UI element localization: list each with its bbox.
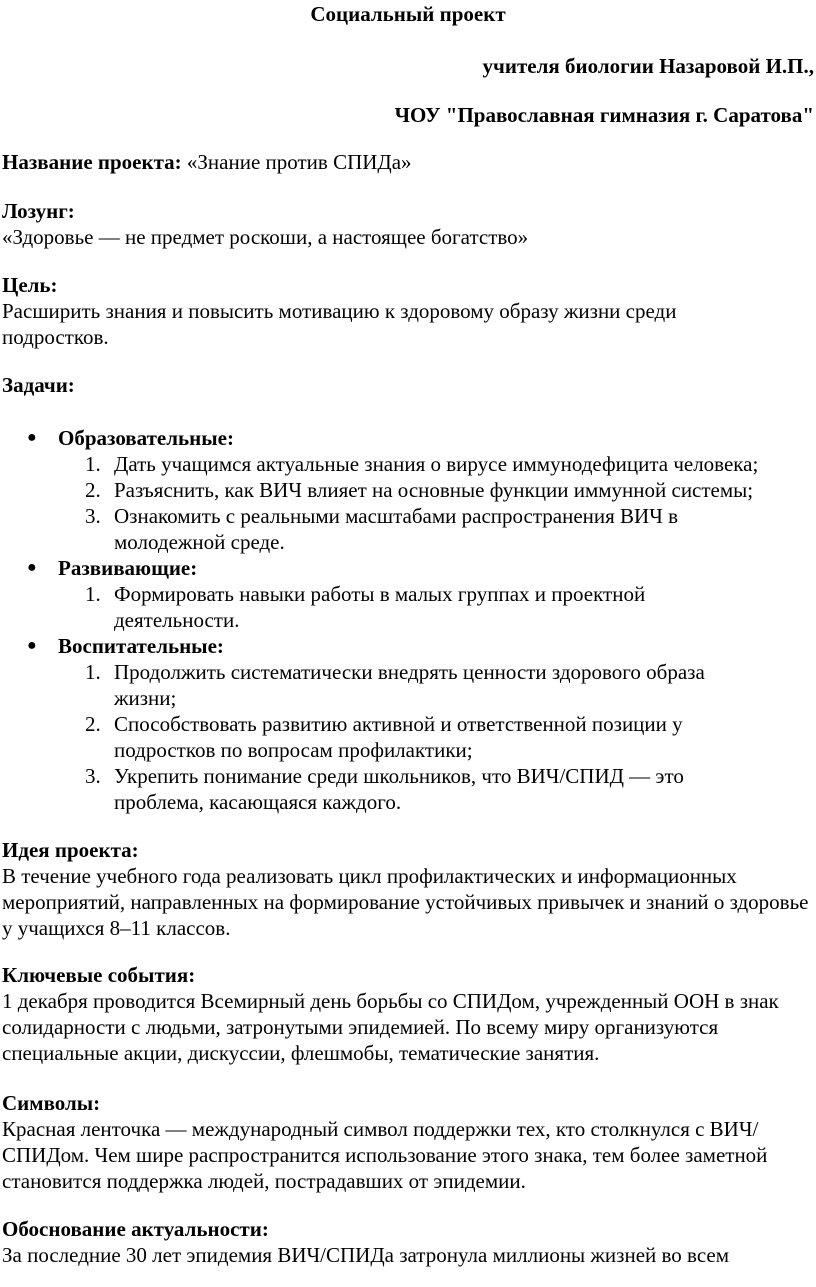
task-item-text: Ознакомить с реальными масштабами распространения ВИЧ в молодежной среде.: [114, 504, 679, 554]
tasks-section: [2, 372, 814, 815]
idea-text: В течение учебного года реализовать цикл профилактических и информационных мероприятий, направленных на формирование устойчивых привычек и знаний о здоровье у учащихся 8–11 классов.: [2, 864, 809, 940]
task-item: [58, 659, 814, 711]
task-item: [58, 451, 814, 477]
tasks-list: [2, 425, 814, 815]
justification-section: [2, 1216, 814, 1268]
tasks-label: Задачи:: [2, 373, 75, 397]
events-section: [2, 962, 814, 1066]
task-group-title: Образовательные:: [58, 426, 234, 450]
task-item: [58, 581, 814, 633]
events-label: Ключевые события:: [2, 963, 196, 987]
bullet-icon: ●: [27, 637, 37, 654]
task-sublist: [58, 659, 814, 815]
slogan-text: «Здоровье — не предмет роскоши, а настоящее богатство»: [2, 225, 529, 249]
task-item: [58, 711, 814, 763]
task-item-text: Формировать навыки работы в малых группах и проектной деятельности.: [114, 582, 646, 632]
project-name: [2, 149, 814, 175]
school-line: ЧОУ "Православная гимназия г. Саратова": [394, 103, 814, 127]
slogan-section: [2, 198, 814, 250]
task-item-number: 1.: [85, 660, 101, 684]
task-item: [58, 763, 814, 815]
slogan-label: Лозунг:: [2, 199, 75, 223]
project-name-label: Название проекта:: [2, 150, 182, 174]
task-group-developmental: [2, 555, 814, 633]
author-line: учителя биологии Назаровой И.П.,: [482, 54, 814, 78]
task-item: [58, 503, 814, 555]
task-item-text: Продолжить систематически внедрять ценности здорового образа жизни;: [114, 660, 705, 710]
goal-label: Цель:: [2, 273, 58, 297]
task-item-number: 2.: [85, 478, 101, 502]
task-item-text: Укрепить понимание среди школьников, что ВИЧ/СПИД — это проблема, касающаяся каждого.: [114, 764, 684, 814]
symbols-text: Красная ленточка — международный символ поддержки тех, кто столкнулся с ВИЧ/СПИДом. Чем шире распространится использование этого знака, тем более заметной становится поддержка людей, пострадавших от эпидемии.: [2, 1117, 768, 1193]
justification-text: За последние 30 лет эпидемия ВИЧ/СПИДа затронула миллионы жизней во всем: [2, 1243, 730, 1267]
task-group-upbringing: [2, 633, 814, 815]
task-item-number: 3.: [85, 764, 101, 788]
goal-section: [2, 272, 806, 350]
idea-label: Идея проекта:: [2, 838, 139, 862]
project-name-value: «Знание против СПИДа»: [181, 150, 412, 174]
justification-label: Обоснование актуальности:: [2, 1217, 269, 1241]
symbols-section: [2, 1090, 814, 1194]
task-item-number: 2.: [85, 712, 101, 736]
events-text: 1 декабря проводится Всемирный день борьбы со СПИДом, учрежденный ООН в знак солидарности с людьми, затронутыми эпидемией. По всему миру организуются специальные акции, дискуссии, флешмобы, тематические занятия.: [2, 989, 779, 1065]
task-sublist: [58, 581, 814, 633]
task-group-title: Воспитательные:: [58, 634, 224, 658]
idea-section: [2, 837, 814, 941]
bullet-icon: ●: [27, 559, 37, 576]
bullet-icon: ●: [27, 429, 37, 446]
task-sublist: [58, 451, 814, 555]
goal-text: Расширить знания и повысить мотивацию к здоровому образу жизни среди подростков.: [2, 299, 677, 349]
task-item-text: Способствовать развитию активной и ответственной позиции у подростков по вопросам профилактики;: [114, 712, 683, 762]
symbols-label: Символы:: [2, 1091, 101, 1115]
task-group-educational: [2, 425, 814, 555]
task-group-title: Развивающие:: [58, 556, 198, 580]
task-item-number: 1.: [85, 582, 101, 606]
task-item-number: 3.: [85, 504, 101, 528]
document-title: Социальный проект: [310, 2, 506, 26]
task-item-text: Дать учащимся актуальные знания о вирусе иммунодефицита человека;: [114, 452, 759, 476]
task-item-text: Разъяснить, как ВИЧ влияет на основные функции иммунной системы;: [114, 478, 754, 502]
task-item-number: 1.: [85, 452, 101, 476]
task-item: [58, 477, 814, 503]
